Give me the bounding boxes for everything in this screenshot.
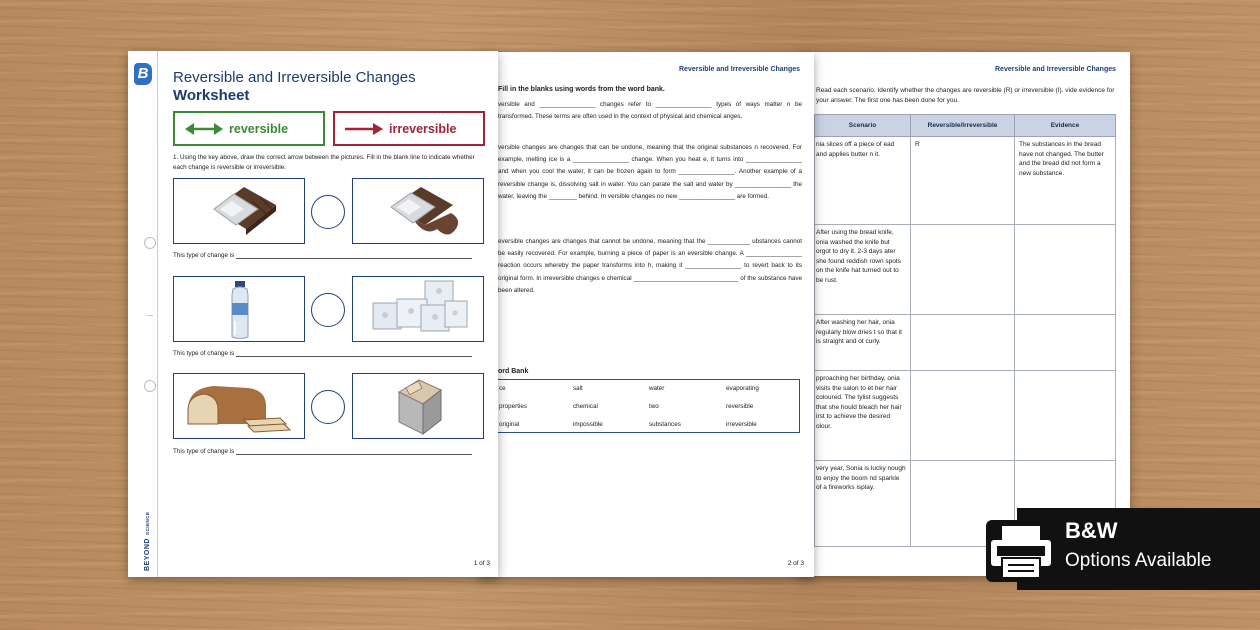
table-row xyxy=(815,371,1116,461)
answer-circle[interactable] xyxy=(311,293,345,327)
scenario-cell: After using the bread knife, onia washed the knife but orgot to dry it. 2-3 days ater she found reddish rown spots on the knife hat turned out to be rust. xyxy=(815,225,911,315)
page-subtitle: Worksheet xyxy=(173,87,250,104)
picture-box-toaster xyxy=(352,373,484,439)
word-bank-word: two xyxy=(649,403,659,410)
punch-hole xyxy=(144,237,156,249)
bread-loaf-icon xyxy=(174,374,306,440)
word-bank-word: substances xyxy=(649,421,681,428)
answer-circle[interactable] xyxy=(311,390,345,424)
picture-box-ice-cubes xyxy=(352,276,484,342)
worksheet-page-2 xyxy=(478,52,814,577)
word-bank-word: ce xyxy=(499,385,506,392)
picture-box-bread xyxy=(173,373,305,439)
key-reversible xyxy=(173,111,325,146)
answer-circle[interactable] xyxy=(311,195,345,229)
evidence-cell[interactable] xyxy=(1015,315,1116,371)
ice-cubes-icon xyxy=(353,277,485,343)
beyond-logo: B xyxy=(134,63,152,85)
scenario-table xyxy=(814,114,1116,547)
answer-line[interactable]: This type of change is xyxy=(173,448,483,455)
badge-title: B&W xyxy=(1065,518,1118,543)
word-bank-word: irreversible xyxy=(726,421,757,428)
fold-mark xyxy=(147,315,153,316)
word-bank-word: reversible xyxy=(726,403,754,410)
badge-subtitle: Options Available xyxy=(1065,550,1212,571)
printer-icon xyxy=(986,520,1056,582)
scenario-cell: After washing her hair, onia regularly blow dries t so that it is straight and ot curly. xyxy=(815,315,911,371)
scenario-instructions: Read each scenario. Identify whether the changes are reversible (R) or irreversible (I). vide evidence for your answer. The first one has been done for you. xyxy=(816,87,1115,104)
column-header-scenario: Scenario xyxy=(815,115,911,137)
question-instructions: 1. Using the key above, draw the correct arrow between the pictures. Fill in the blank line to indicate whether each change is reversible or irreversible. xyxy=(173,154,475,171)
key-irreversible-label: irreversible xyxy=(389,122,457,136)
word-bank-word: salt xyxy=(573,385,583,392)
word-bank xyxy=(494,379,800,433)
word-bank-word: chemical xyxy=(573,403,598,410)
worksheet-page-3 xyxy=(798,52,1130,576)
worksheet-page-1 xyxy=(128,51,498,577)
bw-options-badge xyxy=(1017,508,1260,590)
key-reversible-label: reversible xyxy=(229,122,289,136)
paragraph-irreversible: eversible changes are changes that cannot be undone, meaning that the ____________ ubstances cannot be easily recovered. For example, burning a piece of paper is an eversible change. A ________________ reaction occurs whereby the paper transforms into h, making it ________________ to revert back to its original form. In irreversible changes e chemical ______________________________ of the substance have been altered. xyxy=(498,238,802,294)
evidence-cell[interactable]: The substances in the bread have not changed. The butter and the bread did not form a new substance. xyxy=(1015,137,1116,225)
running-header: Reversible and Irreversible Changes xyxy=(679,66,800,73)
word-bank-word: original xyxy=(499,421,520,428)
evidence-cell[interactable] xyxy=(1015,225,1116,315)
punch-hole xyxy=(144,380,156,392)
scenario-cell: nia slices off a piece of ead and applies butter n it. xyxy=(815,137,911,225)
column-header-evidence: Evidence xyxy=(1015,115,1116,137)
chocolate-bar-icon xyxy=(174,179,306,245)
ri-cell[interactable] xyxy=(911,371,1015,461)
running-header: Reversible and Irreversible Changes xyxy=(995,66,1116,73)
word-bank-word: water xyxy=(649,385,665,392)
page-title: Reversible and Irreversible Changes xyxy=(173,69,416,86)
column-header-reversible-irreversible: Reversible/Irreversible xyxy=(911,115,1015,137)
double-arrow-icon xyxy=(185,122,223,136)
word-bank-word: evaporating xyxy=(726,385,759,392)
ri-cell[interactable]: R xyxy=(911,137,1015,225)
word-bank-word: properties xyxy=(499,403,528,410)
table-row xyxy=(815,137,1116,225)
arrow-right-icon xyxy=(345,122,383,136)
ri-cell[interactable] xyxy=(911,225,1015,315)
answer-line[interactable]: This type of change is xyxy=(173,252,483,259)
evidence-cell[interactable] xyxy=(1015,371,1116,461)
key-irreversible xyxy=(333,111,485,146)
paragraph-intro: versible and ________________ changes refer to ________________ types of ways matter n be transformed. These terms are often used in the context of physical and chemical anges. xyxy=(498,101,802,121)
question-heading: Fill in the blanks using words from the word bank. xyxy=(498,86,665,93)
word-bank-word: impossible xyxy=(573,421,603,428)
scenario-cell: very year, Sonia is lucky nough to enjoy the boom nd sparkle of a fireworks isplay. xyxy=(815,461,911,547)
toaster-icon xyxy=(353,374,485,440)
ri-cell[interactable] xyxy=(911,315,1015,371)
picture-box-melted-chocolate xyxy=(352,178,484,244)
page-number: 1 of 3 xyxy=(473,560,490,567)
table-row xyxy=(815,315,1116,371)
answer-line[interactable]: This type of change is xyxy=(173,350,483,357)
water-bottle-icon xyxy=(174,277,306,343)
paragraph-reversible: versible changes are changes that can be undone, meaning that the original substances n recovered. For example, melting ice is a ________________ change. When you heat e, it turns into ________________ and when you cool the water, it can be frozen again to form ________________. Another example of a reversible change is, dissolving salt in water. You can parate the salt and water by ________________ the water, leaving the ________ behind. In versible changes no new ________________ are formed. xyxy=(498,144,802,200)
melted-chocolate-icon xyxy=(353,179,485,245)
table-row xyxy=(815,225,1116,315)
brand-wordmark: BEYONDSCIENCE xyxy=(144,511,151,571)
word-bank-title: ord Bank xyxy=(498,368,529,375)
picture-box-water-bottle xyxy=(173,276,305,342)
picture-box-chocolate xyxy=(173,178,305,244)
scenario-cell: pproaching her birthday, onia visits the salon to et her hair coloured. The tylist suggests that she hould bleach her hair irst to achieve the desired olour. xyxy=(815,371,911,461)
page-number: 2 of 3 xyxy=(787,560,804,567)
